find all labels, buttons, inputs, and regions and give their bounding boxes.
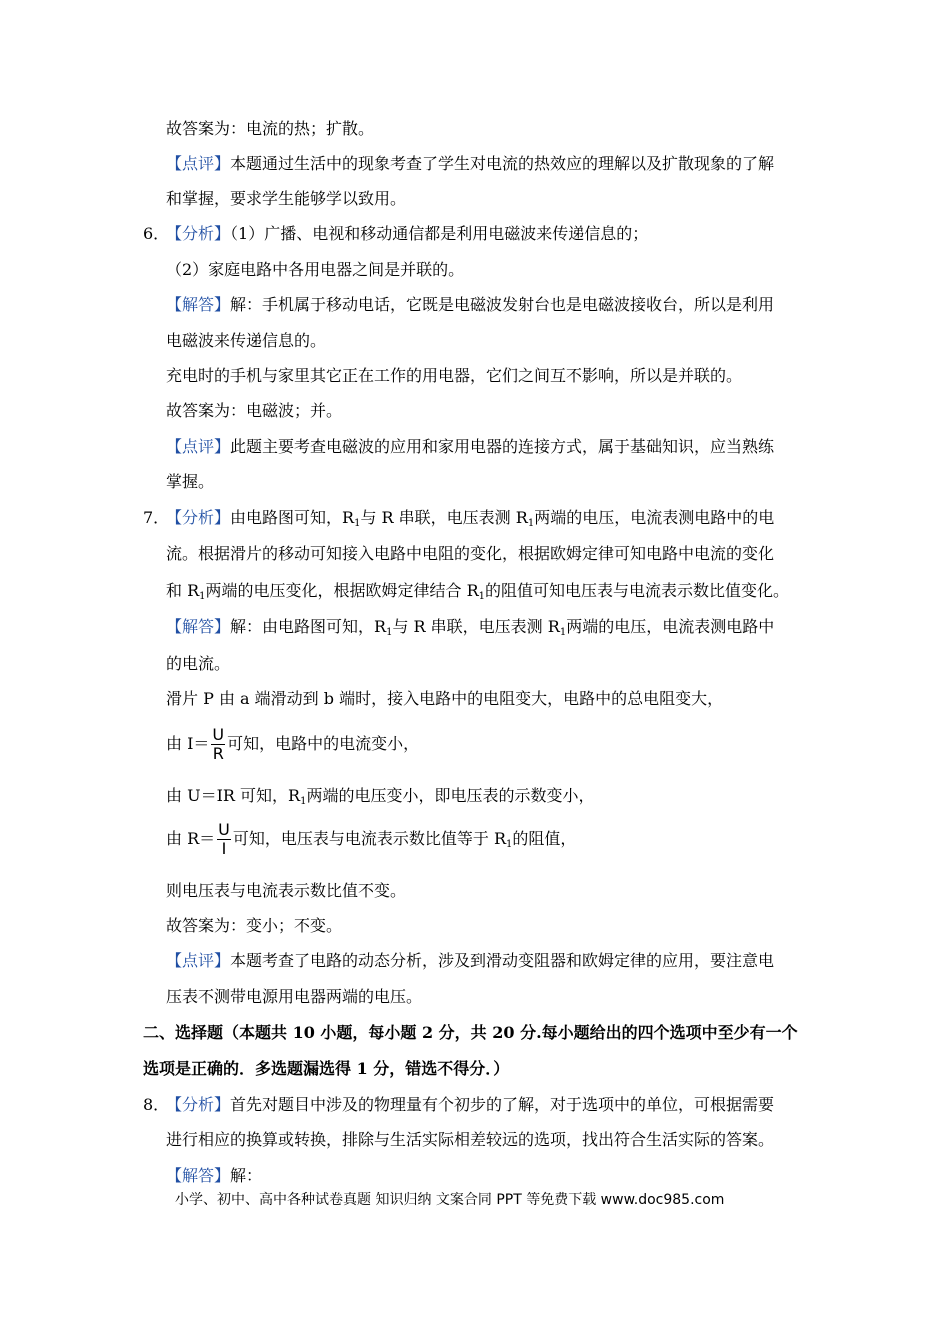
analysis-line: 【分析】（1）广播、电视和移动通信都是利用电磁波来传递信息的； xyxy=(166,224,649,243)
solution-line: 【解答】解：手机属于移动电话，它既是电磁波发射台也是电磁波接收台，所以是利用 xyxy=(166,295,775,314)
question-number: 6． xyxy=(143,224,170,243)
solution-line-cont: 的电流。 xyxy=(166,654,231,673)
section-heading-cont: 选项是正确的．多选题漏选得 1 分，错选不得分．） xyxy=(143,1059,510,1078)
comment-tag: 【点评】 xyxy=(166,437,231,456)
analysis-line-cont: 进行相应的换算或转换，排除与生活实际相差较远的选项，找出符合生活实际的答案。 xyxy=(166,1130,775,1149)
formula-line: 由 U＝IR 可知，$R_1$两端的电压变小，即电压表的示数变小， xyxy=(166,786,595,807)
solution-line: 【解答】解： xyxy=(166,1166,263,1185)
comment-tag: 【点评】 xyxy=(166,154,231,173)
fraction-u-over-i: $\frac{U}{I}$ xyxy=(218,820,230,858)
analysis-line-cont: 流。根据滑片的移动可知接入电路中电阻的变化，根据欧姆定律可知电路中电流的变化 xyxy=(166,544,775,563)
comment-line-cont: 和掌握，要求学生能够学以致用。 xyxy=(166,189,407,208)
solution-line-cont: 滑片 P 由 a 端滑动到 b 端时，接入电路中的电阻变大，电路中的总电阻变大， xyxy=(166,689,724,708)
analysis-line: 【分析】首先对题目中涉及的物理量有个初步的了解，对于选项中的单位，可根据需要 xyxy=(166,1095,775,1114)
solution-line: 【解答】解：由电路图可知，$R_1$与 R 串联，电压表测 $R_1$两端的电压，电流表测电路中 xyxy=(166,617,775,638)
comment-line-cont: 压表不测带电源用电器两端的电压。 xyxy=(166,987,423,1006)
answer-line: 故答案为：电磁波；并。 xyxy=(166,401,343,420)
formula-line: 由 I＝ $\frac{U}{R}$ 可知，电路中的电流变小， xyxy=(166,725,420,763)
comment-line: 【点评】本题通过生活中的现象考查了学生对电流的热效应的理解以及扩散现象的了解 xyxy=(166,154,775,173)
comment-line: 【点评】本题考查了电路的动态分析，涉及到滑动变阻器和欧姆定律的应用，要注意电 xyxy=(166,951,775,970)
comment-line-cont: 掌握。 xyxy=(166,472,215,491)
solution-line-cont: 则电压表与电流表示数比值不变。 xyxy=(166,881,407,900)
analysis-line: 【分析】由电路图可知，$R_1$与 R 串联，电压表测 $R_1$两端的电压，电流表测电路中的电 xyxy=(166,508,775,529)
page-footer: 小学、初中、高中各种试卷真题 知识归纳 文案合同 PPT 等免费下载 www.doc985.com xyxy=(175,1192,725,1208)
fraction-u-over-r: $\frac{U}{R}$ xyxy=(212,725,225,763)
formula-line: 由 R＝ $\frac{U}{I}$ 可知，电压表与电流表示数比值等于 $R_1$的阻值， xyxy=(166,820,577,858)
solution-tag: 【解答】 xyxy=(166,617,231,636)
question-number: 7． xyxy=(143,508,170,527)
answer-line: 故答案为：电流的热；扩散。 xyxy=(166,119,375,138)
solution-line-cont: 充电时的手机与家里其它正在工作的用电器，它们之间互不影响，所以是并联的。 xyxy=(166,366,743,385)
solution-tag: 【解答】 xyxy=(166,295,231,314)
analysis-line-cont: 和 $R_1$两端的电压变化，根据欧姆定律结合 $R_1$的阻值可知电压表与电流表示数比值变化。 xyxy=(166,581,790,602)
solution-line-cont: 电磁波来传递信息的。 xyxy=(166,331,327,350)
analysis-tag: 【分析】 xyxy=(166,1095,231,1114)
analysis-tag: 【分析】 xyxy=(166,224,231,243)
comment-line: 【点评】此题主要考查电磁波的应用和家用电器的连接方式，属于基础知识，应当熟练 xyxy=(166,437,775,456)
section-heading: 二、选择题（本题共 10 小题，每小题 2 分，共 20 分.每小题给出的四个选项中至少有一个 xyxy=(143,1023,798,1042)
analysis-line-cont: （2）家庭电路中各用电器之间是并联的。 xyxy=(166,260,465,279)
solution-tag: 【解答】 xyxy=(166,1166,231,1185)
analysis-tag: 【分析】 xyxy=(166,508,231,527)
comment-tag: 【点评】 xyxy=(166,951,231,970)
question-number: 8． xyxy=(143,1095,170,1114)
answer-line: 故答案为：变小；不变。 xyxy=(166,916,343,935)
